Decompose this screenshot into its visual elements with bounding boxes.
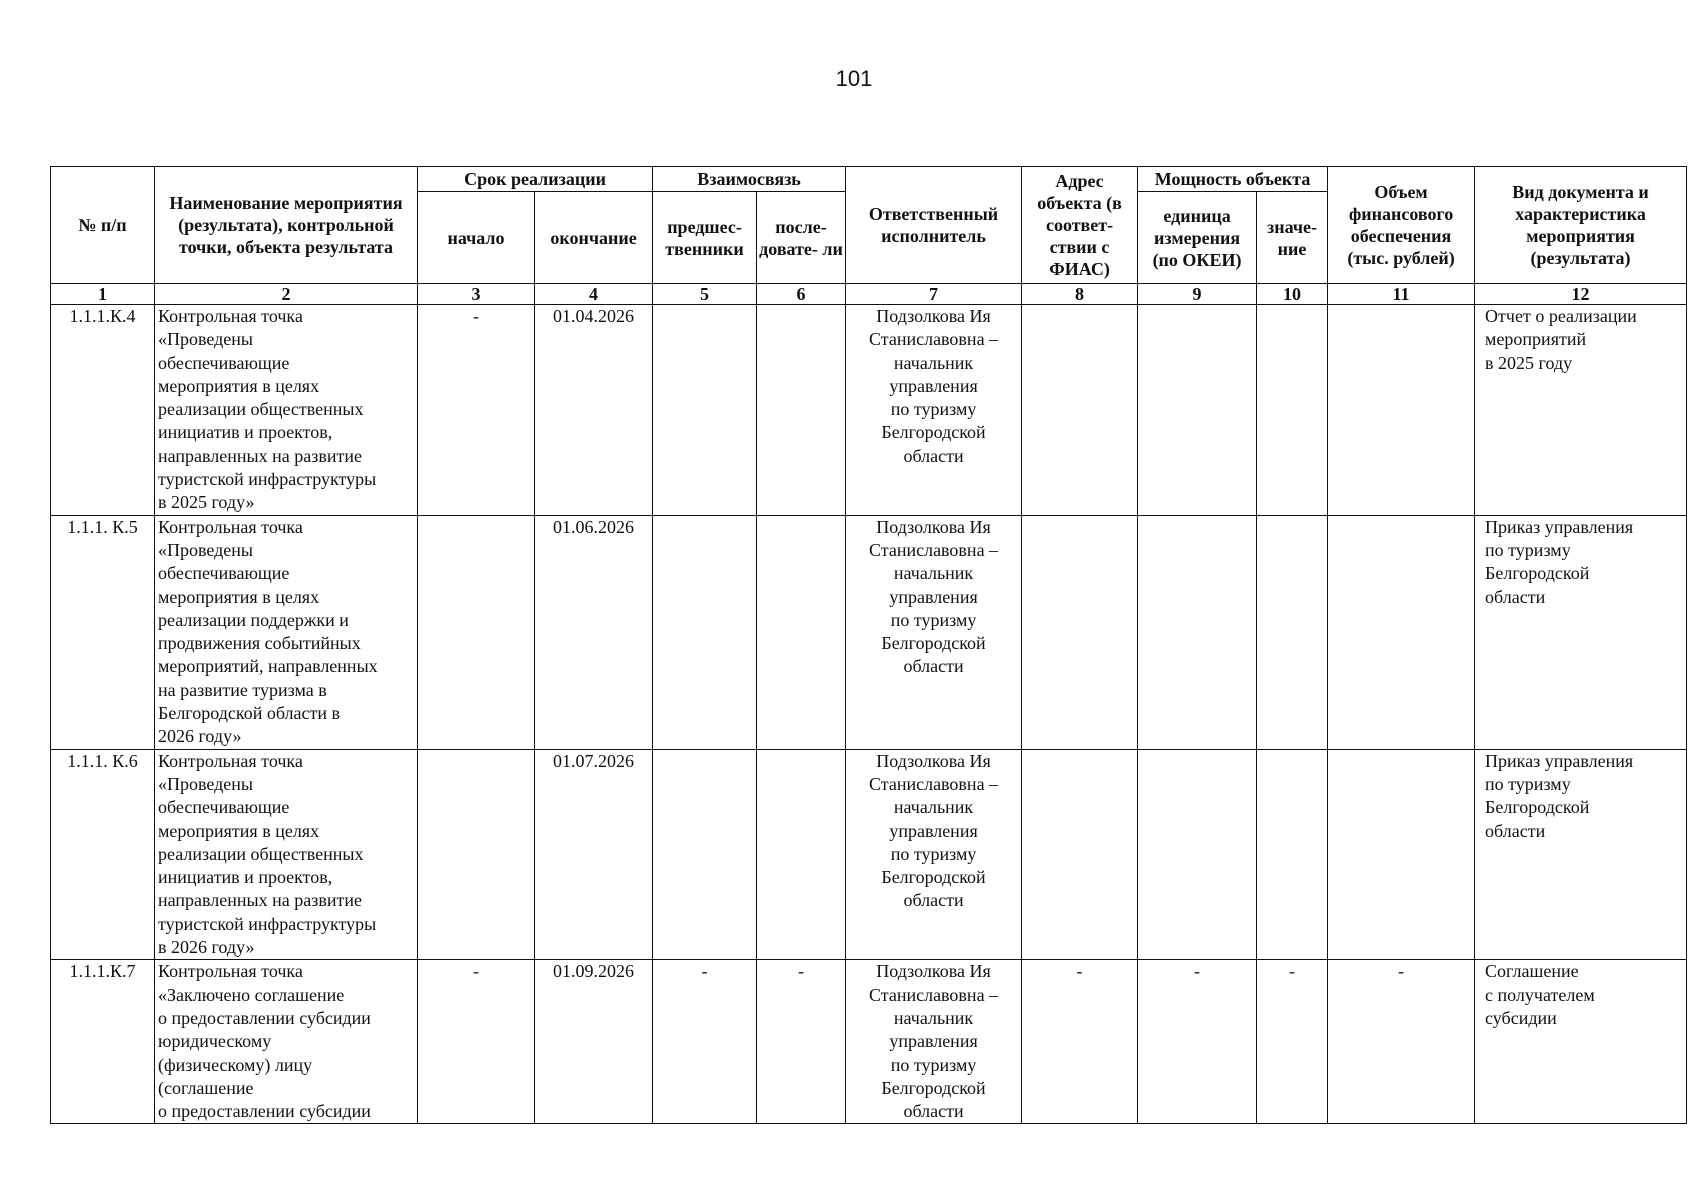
cell-funding bbox=[1328, 305, 1475, 516]
column-number: 10 bbox=[1257, 284, 1328, 305]
cell-id: 1.1.1. К.5 bbox=[51, 515, 155, 749]
cell-name: Контрольная точка «Проведены обеспечивающие мероприятия в целях реализации поддержки и продвижения событийных мероприятий, направленных на развитие туризма в Белгородской области в 2026 году» bbox=[155, 515, 418, 749]
cell-value bbox=[1257, 749, 1328, 960]
cell-funding: - bbox=[1328, 960, 1475, 1124]
cell-value bbox=[1257, 515, 1328, 749]
cell-unit bbox=[1138, 515, 1257, 749]
cell-name: Контрольная точка «Проведены обеспечивающие мероприятия в целях реализации общественных инициатив и проектов, направленных на развитие туристской инфраструктуры в 2025 году» bbox=[155, 305, 418, 516]
cell-document: Отчет о реализации мероприятий в 2025 году bbox=[1475, 305, 1687, 516]
cell-id: 1.1.1. К.6 bbox=[51, 749, 155, 960]
table-row bbox=[51, 749, 1687, 960]
cell-end: 01.07.2026 bbox=[535, 749, 653, 960]
column-number: 5 bbox=[653, 284, 757, 305]
column-number: 2 bbox=[155, 284, 418, 305]
cell-funding bbox=[1328, 515, 1475, 749]
cell-address: - bbox=[1022, 960, 1138, 1124]
cell-start bbox=[418, 749, 535, 960]
cell-document: Приказ управления по туризму Белгородской области bbox=[1475, 515, 1687, 749]
column-number: 3 bbox=[418, 284, 535, 305]
header-group-capacity: Мощность объекта bbox=[1138, 167, 1328, 192]
cell-start: - bbox=[418, 960, 535, 1124]
cell-end: 01.06.2026 bbox=[535, 515, 653, 749]
header-start: начало bbox=[418, 192, 535, 284]
header-end: окончание bbox=[535, 192, 653, 284]
column-number: 1 bbox=[51, 284, 155, 305]
table-row bbox=[51, 960, 1687, 1124]
activity-plan-table bbox=[50, 166, 1687, 1124]
header-funding: Объем финансового обеспечения (тыс. рублей) bbox=[1328, 167, 1475, 284]
cell-address bbox=[1022, 515, 1138, 749]
cell-responsible: Подзолкова Ия Станиславовна – начальник управления по туризму Белгородской области bbox=[846, 960, 1022, 1124]
cell-predecessors: - bbox=[653, 960, 757, 1124]
cell-value: - bbox=[1257, 960, 1328, 1124]
cell-id: 1.1.1.К.4 bbox=[51, 305, 155, 516]
cell-address bbox=[1022, 749, 1138, 960]
cell-responsible: Подзолкова Ия Станиславовна – начальник управления по туризму Белгородской области bbox=[846, 305, 1022, 516]
column-number: 7 bbox=[846, 284, 1022, 305]
cell-unit: - bbox=[1138, 960, 1257, 1124]
column-number: 11 bbox=[1328, 284, 1475, 305]
cell-unit bbox=[1138, 305, 1257, 516]
column-number: 6 bbox=[757, 284, 846, 305]
cell-id: 1.1.1.К.7 bbox=[51, 960, 155, 1124]
cell-successors bbox=[757, 515, 846, 749]
cell-predecessors bbox=[653, 515, 757, 749]
header-number: № п/п bbox=[51, 167, 155, 284]
cell-responsible: Подзолкова Ия Станиславовна – начальник управления по туризму Белгородской области bbox=[846, 749, 1022, 960]
cell-start: - bbox=[418, 305, 535, 516]
cell-value bbox=[1257, 305, 1328, 516]
header-predecessors: предшес- твенники bbox=[653, 192, 757, 284]
table-row bbox=[51, 515, 1687, 749]
column-number: 12 bbox=[1475, 284, 1687, 305]
cell-responsible: Подзолкова Ия Станиславовна – начальник управления по туризму Белгородской области bbox=[846, 515, 1022, 749]
column-number-row bbox=[51, 284, 1687, 305]
cell-document: Приказ управления по туризму Белгородской области bbox=[1475, 749, 1687, 960]
cell-end: 01.09.2026 bbox=[535, 960, 653, 1124]
cell-document: Соглашение с получателем субсидии bbox=[1475, 960, 1687, 1124]
column-number: 8 bbox=[1022, 284, 1138, 305]
header-responsible: Ответственный исполнитель bbox=[846, 167, 1022, 284]
cell-successors bbox=[757, 749, 846, 960]
cell-successors: - bbox=[757, 960, 846, 1124]
cell-successors bbox=[757, 305, 846, 516]
cell-start bbox=[418, 515, 535, 749]
header-document: Вид документа и характеристика мероприятия (результата) bbox=[1475, 167, 1687, 284]
cell-end: 01.04.2026 bbox=[535, 305, 653, 516]
page-number: 101 bbox=[835, 66, 873, 91]
header-group-term: Срок реализации bbox=[418, 167, 653, 192]
cell-unit bbox=[1138, 749, 1257, 960]
header-row-top bbox=[51, 167, 1687, 192]
header-unit: единица измерения (по ОКЕИ) bbox=[1138, 192, 1257, 284]
column-number: 4 bbox=[535, 284, 653, 305]
cell-name: Контрольная точка «Проведены обеспечивающие мероприятия в целях реализации общественных инициатив и проектов, направленных на развитие туристской инфраструктуры в 2026 году» bbox=[155, 749, 418, 960]
column-number: 9 bbox=[1138, 284, 1257, 305]
table-row bbox=[51, 305, 1687, 516]
header-address: Адрес объекта (в соответ- ствии с ФИАС) bbox=[1022, 167, 1138, 284]
header-name: Наименование мероприятия (результата), контрольной точки, объекта результата bbox=[155, 167, 418, 284]
header-successors: после- довате- ли bbox=[757, 192, 846, 284]
cell-predecessors bbox=[653, 749, 757, 960]
header-value: значе- ние bbox=[1257, 192, 1328, 284]
cell-funding bbox=[1328, 749, 1475, 960]
header-group-link: Взаимосвязь bbox=[653, 167, 846, 192]
cell-name: Контрольная точка «Заключено соглашение о предоставлении субсидии юридическому (физическому) лицу (соглашение о предоставлении субсидии bbox=[155, 960, 418, 1124]
cell-address bbox=[1022, 305, 1138, 516]
cell-predecessors bbox=[653, 305, 757, 516]
